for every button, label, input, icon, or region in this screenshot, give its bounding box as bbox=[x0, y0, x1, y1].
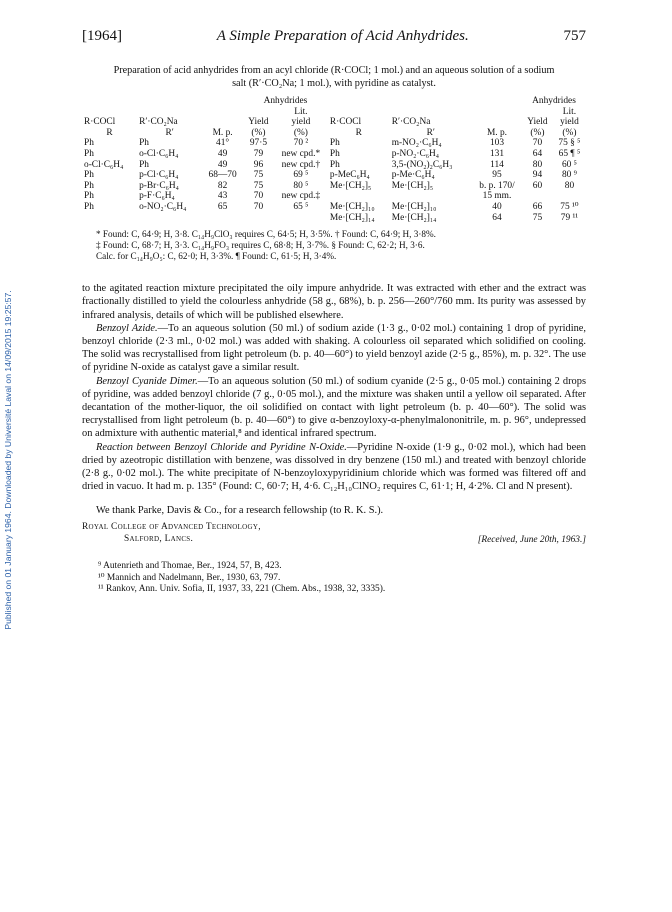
left-cell-rp: p-Cl·C₆H₄ bbox=[139, 170, 179, 181]
right-cell-y bbox=[522, 191, 553, 202]
left-cell-mp: 68—70 bbox=[208, 170, 237, 181]
paragraph-text: —To an aqueous solution (50 ml.) of sodium cyanide (2·5 g., 0·05 mol.) containing 2 drops of pyridine, was added benzoyl chloride (7 g., 0·05 mol.), and the mixture was shaken until a yellow oil separated. After decantation of the mother-liquor, the oil solidified on contact with light petroleum (b. p. 40—60°). The solid was recrystallised from light petroleum (b. p. 40—60°) to give α-benzoyloxy-α-phenylmalononitrile, m. p. 96°, undepressed on admixture with authentic material,⁸ and identical infrared spectrum. bbox=[82, 375, 586, 440]
left-yield-header: Yield bbox=[248, 117, 269, 128]
left-cell-rp: Ph bbox=[139, 159, 149, 170]
download-watermark-text: Published on 01 January 1964. Downloaded by Université Laval on 14/09/2015 19:25:57. bbox=[3, 290, 13, 630]
right-cell-lit: 75 ¹⁰ bbox=[560, 201, 579, 212]
left-cell-rp: Ph bbox=[139, 138, 149, 149]
right-r-header: R bbox=[355, 127, 362, 138]
body-paragraph bbox=[82, 441, 586, 494]
paragraph-heading: Benzoyl Azide. bbox=[96, 322, 158, 334]
right-cell-rp: p-Me·C₆H₄ bbox=[391, 170, 435, 181]
right-cell-rp: Me·[CH₂]₁₄ bbox=[391, 212, 437, 223]
right-cell-y: 70 bbox=[532, 138, 543, 149]
institution-block bbox=[82, 522, 586, 545]
left-pct-header: (%) bbox=[251, 127, 266, 138]
left-rp-header: R′ bbox=[165, 127, 174, 138]
left-mp-header: M. p. bbox=[212, 127, 233, 138]
left-cell-r: Ph bbox=[84, 148, 94, 159]
table-header-row-2 bbox=[82, 107, 586, 118]
left-cell-r: Ph bbox=[84, 201, 94, 212]
right-lit-yield-header: yield bbox=[560, 117, 579, 128]
right-cell-lit: 79 ¹¹ bbox=[560, 212, 579, 223]
left-cell-y: 97·5 bbox=[249, 138, 268, 149]
right-cell-y: 64 bbox=[532, 148, 543, 159]
left-group-header: Anhydrides bbox=[263, 96, 308, 106]
left-cell-r bbox=[82, 213, 137, 224]
reference-item: ⁹ Autenrieth and Thomae, Ber., 1924, 57, B, 423. bbox=[98, 561, 282, 572]
left-cell-lit: new cpd.* bbox=[281, 148, 321, 159]
article-body bbox=[82, 282, 586, 493]
institution-line-1: Royal College of Advanced Technology, bbox=[82, 522, 261, 533]
left-cell-r: Ph bbox=[84, 138, 94, 149]
table-row bbox=[82, 160, 586, 171]
table-row bbox=[82, 149, 586, 160]
paragraph-heading: Reaction between Benzoyl Chloride and Pyridine N-Oxide. bbox=[96, 441, 347, 453]
left-cell-rp: o-Cl·C₆H₄ bbox=[139, 148, 179, 159]
right-cell-y: 75 bbox=[532, 212, 543, 223]
left-rcocl-header: R·COCl bbox=[84, 117, 116, 128]
right-cell-mp: 103 bbox=[489, 138, 504, 149]
paragraph-text: to the agitated reaction mixture precipitated the oily impure anhydride. It was extracted with ether and the extract was fractionally distilled to yield the colourless anhydride (58 g., 68%), b. p. 256—260°/760 mm. Its purity was assessed by infrared analysis, details of which will be published elsewhere. bbox=[82, 283, 586, 321]
left-cell-lit: new cpd.† bbox=[281, 159, 321, 170]
left-cell-r: Ph bbox=[84, 170, 94, 181]
left-cell-y: 75 bbox=[253, 180, 264, 191]
table-row bbox=[82, 202, 586, 213]
journal-page bbox=[82, 28, 586, 596]
header-title: A Simple Preparation of Acid Anhydrides. bbox=[216, 28, 469, 44]
right-cell-lit: 80 bbox=[564, 180, 575, 191]
right-rcocl-header: R·COCl bbox=[329, 117, 362, 128]
right-cell-mp: 15 mm. bbox=[482, 191, 512, 202]
body-paragraph bbox=[82, 282, 586, 322]
table-caption: Preparation of acid anhydrides from an acyl chloride (R·COCl; 1 mol.) and an aqueous solution of a sodium salt (R′·CO₂Na; 1 mol.), with pyridine as catalyst. bbox=[113, 65, 555, 89]
table-header-row-1 bbox=[82, 96, 586, 107]
table-row bbox=[82, 181, 586, 192]
right-cell-r: Ph bbox=[329, 138, 340, 149]
right-cell-y: 94 bbox=[532, 170, 543, 181]
left-cell-y: 96 bbox=[253, 159, 264, 170]
reference-item: ¹¹ Rankov, Ann. Univ. Sofia, II, 1937, 33, 221 (Chem. Abs., 1938, 32, 3335). bbox=[98, 584, 386, 595]
right-cell-lit: 75 § ⁵ bbox=[558, 138, 581, 149]
left-cell-lit: 69 ⁵ bbox=[293, 170, 309, 181]
left-cell-mp: 49 bbox=[217, 159, 228, 170]
right-cell-r: p-MeC₆H₄ bbox=[329, 170, 370, 181]
left-cell-rp: p-Br·C₆H₄ bbox=[139, 180, 179, 191]
left-cell-mp: 41° bbox=[216, 138, 230, 149]
reference-list bbox=[98, 561, 586, 595]
table-row bbox=[82, 138, 586, 149]
left-cell-y: 75 bbox=[253, 170, 264, 181]
acknowledgement: We thank Parke, Davis & Co., for a research fellowship (to R. K. S.). bbox=[96, 505, 384, 517]
right-cell-mp: 95 bbox=[492, 170, 502, 181]
paragraph-heading: Benzoyl Cyanide Dimer. bbox=[96, 375, 198, 387]
body-paragraph bbox=[82, 375, 586, 441]
right-cell-rp: 3,5-(NO₂)₂C₆H₃ bbox=[391, 159, 453, 170]
left-rco2na-header: R′·CO₂Na bbox=[139, 117, 178, 128]
header-year: [1964] bbox=[82, 28, 122, 44]
right-cell-r: Ph bbox=[329, 159, 340, 170]
left-cell-rp: p-F·C₆H₄ bbox=[139, 191, 175, 202]
header-page-number: 757 bbox=[563, 28, 586, 44]
right-cell-y: 66 bbox=[532, 201, 543, 212]
table-row bbox=[82, 191, 586, 202]
table-row bbox=[82, 213, 586, 224]
right-rp-header: R′ bbox=[426, 127, 435, 138]
left-cell-lit bbox=[274, 213, 328, 224]
right-cell-mp: 114 bbox=[490, 159, 504, 170]
left-cell-r: Ph bbox=[84, 191, 94, 202]
left-r-header: R bbox=[106, 127, 113, 138]
left-cell-lit: 65 ⁵ bbox=[293, 201, 309, 212]
right-cell-rp: m-NO₂·C₆H₄ bbox=[391, 138, 442, 149]
right-cell-mp: b. p. 170/ bbox=[479, 180, 515, 191]
table-row bbox=[82, 170, 586, 181]
body-paragraph bbox=[82, 322, 586, 375]
received-date: [Received, June 20th, 1963.] bbox=[477, 535, 586, 546]
table-footnotes bbox=[96, 229, 580, 262]
left-cell-y: 70 bbox=[253, 191, 264, 202]
left-cell-mp: 49 bbox=[217, 148, 228, 159]
left-cell-rp: o-NO₂·C₆H₄ bbox=[139, 201, 187, 212]
right-cell-r: Me·[CH₂]₅ bbox=[329, 180, 372, 191]
right-mp-header: M. p. bbox=[486, 127, 507, 138]
left-cell-lit: 70 ² bbox=[293, 138, 309, 149]
left-cell-mp bbox=[202, 213, 243, 224]
right-yield-header: Yield bbox=[527, 117, 548, 128]
left-cell-mp: 82 bbox=[217, 180, 228, 191]
right-pct-header: (%) bbox=[530, 127, 545, 138]
institution-line-2: Salford, Lancs. bbox=[124, 533, 194, 544]
right-rco2na-header: R′·CO₂Na bbox=[391, 117, 431, 128]
right-cell-y: 60 bbox=[532, 180, 543, 191]
left-cell-rp bbox=[137, 213, 202, 224]
right-cell-lit: 80 ⁹ bbox=[561, 170, 577, 181]
right-cell-r: Ph bbox=[329, 148, 340, 159]
right-cell-rp bbox=[390, 191, 472, 202]
download-watermark bbox=[0, 90, 16, 830]
right-cell-lit: 60 ⁵ bbox=[561, 159, 577, 170]
right-cell-rp: Me·[CH₂]₅ bbox=[391, 180, 434, 191]
footnote-line: Calc. for C₁₄H₉O₅: C, 62·0; H, 3·3%. ¶ Found: C, 61·5; H, 3·4%. bbox=[96, 251, 337, 262]
right-cell-mp: 131 bbox=[489, 148, 504, 159]
right-cell-r bbox=[328, 191, 390, 202]
left-lit-yield-header: yield bbox=[291, 117, 311, 128]
left-cell-mp: 43 bbox=[217, 191, 228, 202]
reference-item: ¹⁰ Mannich and Nadelmann, Ber., 1930, 63, 797. bbox=[98, 572, 281, 583]
left-cell-y: 70 bbox=[253, 201, 264, 212]
left-lit-pct-header: (%) bbox=[293, 127, 308, 138]
left-lit-header: Lit. bbox=[294, 106, 308, 117]
right-cell-r: Me·[CH₂]₁₄ bbox=[329, 212, 375, 223]
left-cell-y: 79 bbox=[253, 148, 264, 159]
left-cell-lit: new cpd.‡ bbox=[281, 191, 321, 202]
right-lit-pct-header: (%) bbox=[562, 127, 577, 138]
running-header bbox=[82, 28, 586, 45]
left-cell-r: Ph bbox=[84, 180, 94, 191]
right-cell-mp: 40 bbox=[492, 201, 502, 212]
institution-address bbox=[82, 522, 261, 545]
table-header-row-3 bbox=[82, 117, 586, 128]
right-cell-y: 80 bbox=[532, 159, 543, 170]
left-cell-y bbox=[243, 213, 274, 224]
right-group-header: Anhydrides bbox=[532, 96, 576, 106]
right-cell-rp: p-NO₂·C₆H₄ bbox=[391, 148, 440, 159]
left-cell-r: o-Cl·C₆H₄ bbox=[84, 159, 124, 170]
table-header-row-4 bbox=[82, 128, 586, 139]
right-cell-lit: 65 ¶ ⁵ bbox=[558, 148, 581, 159]
right-cell-mp: 64 bbox=[492, 212, 502, 223]
footnote-line: ‡ Found: C, 68·7; H, 3·3. C₁₄H₉FO₃ requires C, 68·8; H, 3·7%. § Found: C, 62·2; H, 3·6. bbox=[96, 240, 425, 251]
paragraph-text: —To an aqueous solution (50 ml.) of sodium azide (1·3 g., 0·02 mol.) containing 1 drop of pyridine, benzoyl chloride (2·3 ml., 0·02 mol.) was added with shaking. A colourless oil separated which solidified on cooling. The solid was recrystallised from light petroleum (b. p. 40—60°) to yield benzoyl azide (2·5 g., 85%), m. p. 32°. The use of pyridine N-oxide as catalyst gave a similar result. bbox=[82, 322, 587, 374]
anhydride-table bbox=[82, 96, 586, 223]
right-cell-r: Me·[CH₂]₁₀ bbox=[329, 201, 375, 212]
paragraph-text: —Pyridine N-oxide (1·9 g., 0·02 mol.), which had been dried by azeotropic distillation with benzene, was dissolved in dry benzene (150 ml.) and treated with benzoyl chloride (2·8 g., 0·02 mol.). The white precipitate of N-benzoyloxypyridinium chloride which was formed was filtered off and dried in vacuo. It had m. p. 135° (Found: C, 60·7; H, 4·6. C₁₂H₁₀ClNO₂ requires C, 61·1; H, 4·2%. Cl and N present). bbox=[82, 441, 586, 493]
right-cell-rp: Me·[CH₂]₁₀ bbox=[391, 201, 437, 212]
right-cell-lit bbox=[553, 191, 586, 202]
left-cell-lit: 80 ⁵ bbox=[293, 180, 309, 191]
left-cell-mp: 65 bbox=[217, 201, 228, 212]
right-lit-header: Lit. bbox=[562, 106, 577, 117]
footnote-line: * Found: C, 64·9; H, 3·8. C₁₄H₉ClO₃ requires C, 64·5; H, 3·5%. † Found: C, 64·9; H, 3·8%. bbox=[96, 229, 436, 240]
